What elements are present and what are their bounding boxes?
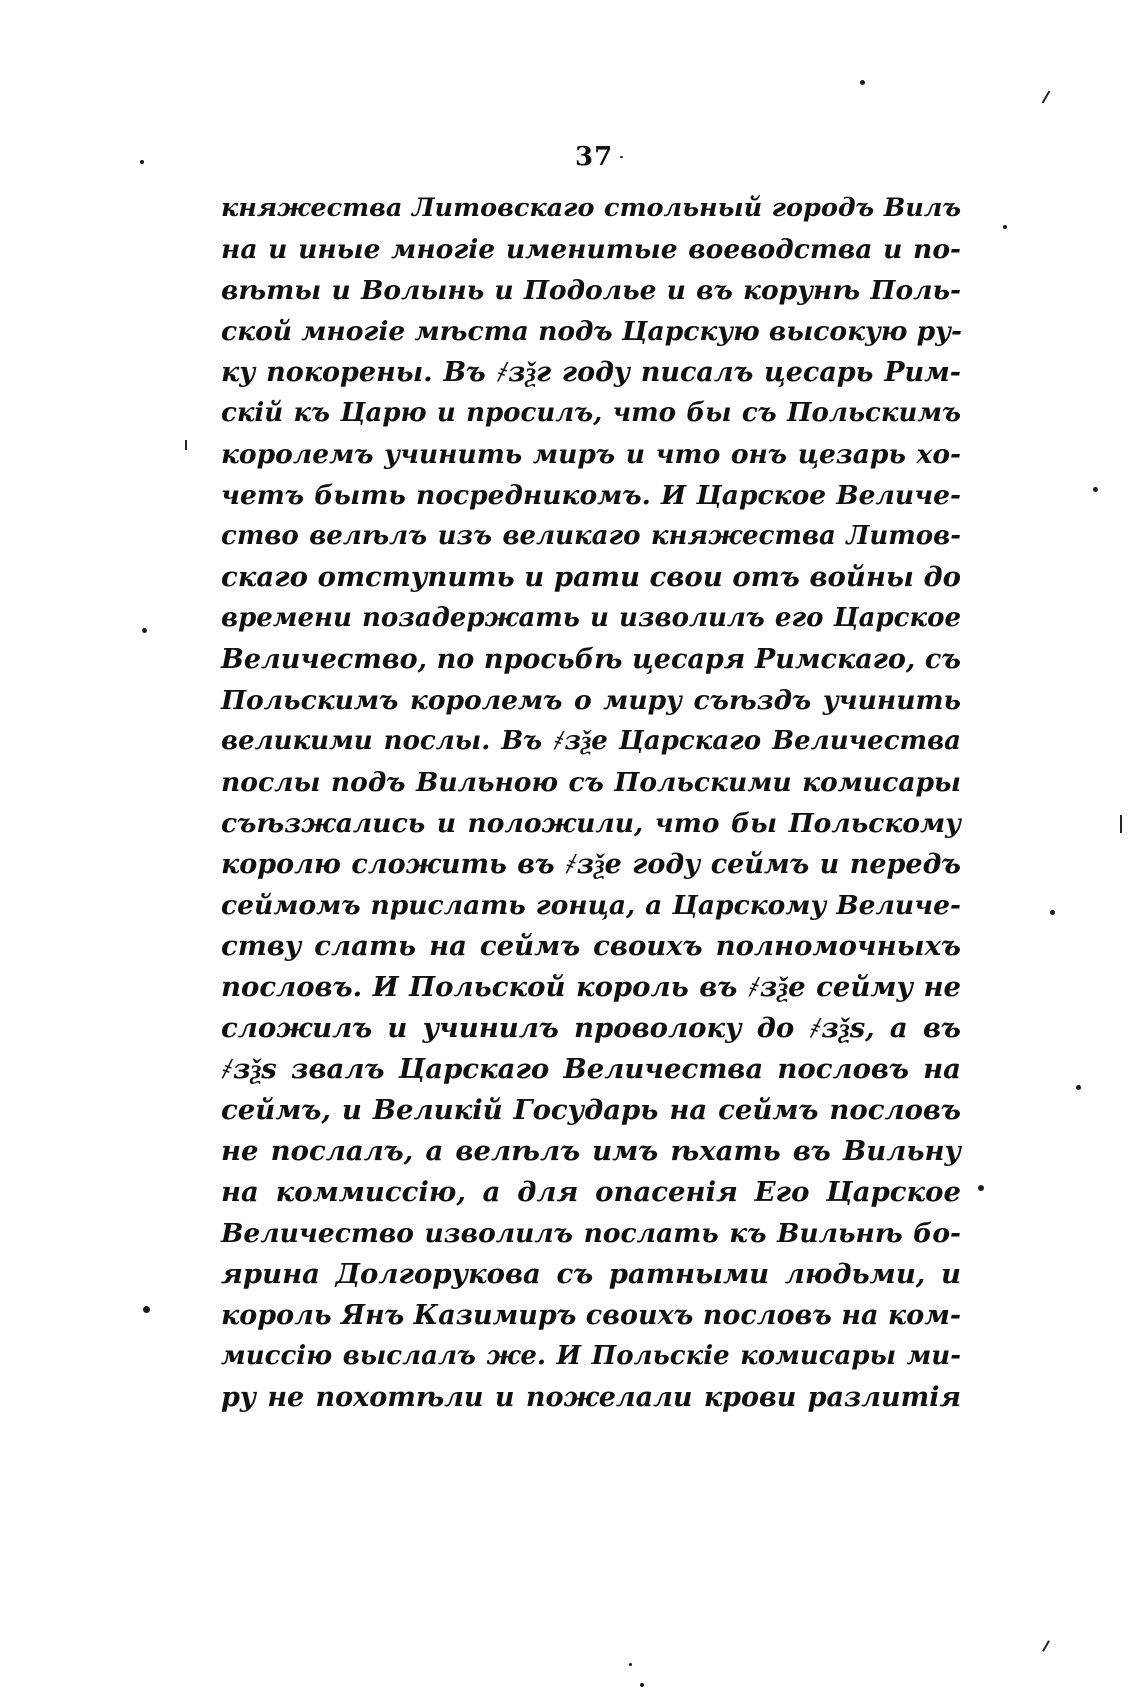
text-line: времени позадержать и изволилъ его Царское xyxy=(221,603,961,633)
scan-speck xyxy=(1076,1085,1081,1090)
scan-mark xyxy=(1042,1640,1050,1651)
text-line: четъ быть посредникомъ. И Царское Величе- xyxy=(221,480,961,511)
text-line: княжества Литовскаго стольный городъ Вилъ xyxy=(221,193,961,223)
text-line: ку покорены. Въ ҂зѯг году писалъ цесарь Рим- xyxy=(221,357,961,388)
text-line: не послалъ, а велѣлъ имъ ѣхать въ Вильну xyxy=(221,1135,961,1167)
text-line: ру не похотѣли и пожелали крови разлитія xyxy=(221,1382,961,1413)
scan-mark xyxy=(1120,815,1122,833)
scan-speck xyxy=(143,1306,150,1313)
text-line: сеймомъ прислать гонца, а Царскому Величе- xyxy=(221,890,961,921)
scan-speck xyxy=(620,156,623,158)
text-line: ҂зѯѕ звалъ Царскаго Величества пословъ на xyxy=(221,1053,961,1085)
text-line: вѣты и Волынь и Подолье и въ корунѣ Поль- xyxy=(221,275,961,306)
scan-speck xyxy=(629,1663,632,1666)
text-line: сеймъ, и Великій Государь на сеймъ пословъ xyxy=(221,1094,961,1126)
scan-speck xyxy=(978,1185,984,1191)
scan-speck xyxy=(140,160,144,164)
text-line: ярина Долгорукова съ ратными людьми, и xyxy=(221,1258,961,1290)
scan-speck xyxy=(1003,225,1007,229)
text-line: пословъ. И Польской король въ ҂зѯе сейму не xyxy=(221,971,961,1003)
text-line: ство велѣлъ изъ великаго княжества Литов- xyxy=(221,521,961,551)
text-line: королемъ учинить миръ и что онъ цезарь хо- xyxy=(221,439,961,470)
text-line: скаго отступить и рати свои отъ войны до xyxy=(221,561,961,593)
text-line: послы подъ Вильною съ Польскими комисары xyxy=(221,767,961,798)
text-line: скій къ Царю и просилъ, что бы съ Польскимъ xyxy=(221,398,961,428)
page-number: 37 xyxy=(575,142,614,172)
text-line: Польскимъ королемъ о миру съѣздъ учинить xyxy=(221,685,961,716)
text-line: Величество изволилъ послать къ Вильнѣ бо- xyxy=(221,1218,961,1249)
text-line: на и иные многіе именитые воеводства и по- xyxy=(221,234,961,265)
body-text xyxy=(221,188,961,1418)
scan-speck xyxy=(860,80,865,85)
text-line: съѣзжались и положили, что бы Польскому xyxy=(221,808,961,839)
scan-speck xyxy=(142,628,147,633)
scan-speck xyxy=(1093,487,1098,492)
text-line: миссію выслалъ же. И Польскіе комисары ми- xyxy=(221,1341,961,1371)
text-line: король Янъ Казимиръ своихъ пословъ на ком- xyxy=(221,1300,962,1331)
scan-mark xyxy=(1042,90,1051,103)
text-line: ской многіе мѣста подъ Царскую высокую ру- xyxy=(221,316,963,347)
scan-speck xyxy=(640,1683,644,1687)
text-line: великими послы. Въ ҂зѯе Царскаго Величества xyxy=(221,726,961,756)
text-line: сложилъ и учинилъ проволоку до ҂зѯѕ, а въ xyxy=(221,1012,961,1044)
scan-speck xyxy=(1050,910,1055,915)
text-line: королю сложить въ ҂зѯе году сеймъ и передъ xyxy=(221,849,961,880)
text-line: Величество, по просьбѣ цесаря Римскаго, съ xyxy=(221,644,961,675)
scan-mark xyxy=(185,440,187,450)
text-line: ству слать на сеймъ своихъ полномочныхъ xyxy=(221,930,961,962)
text-line: на коммиссію, а для опасенія Его Царское xyxy=(221,1176,961,1208)
